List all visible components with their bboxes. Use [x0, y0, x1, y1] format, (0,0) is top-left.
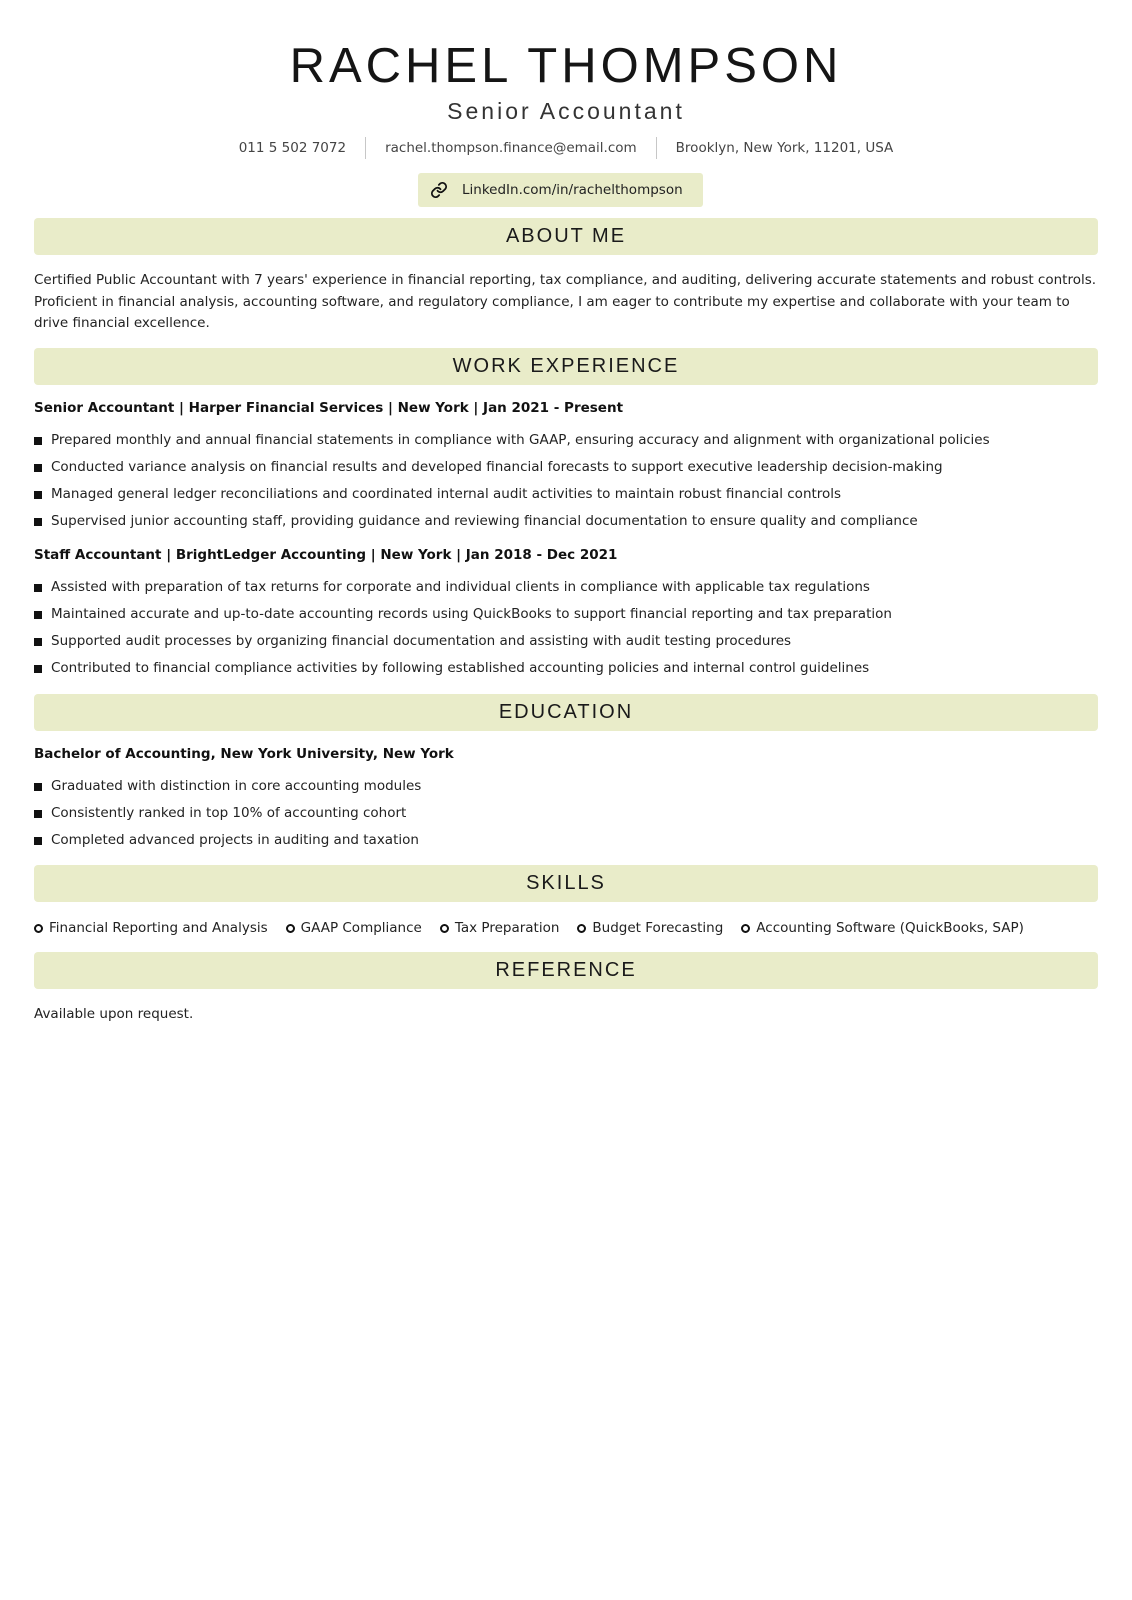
- section-heading-about: ABOUT ME: [34, 218, 1098, 255]
- square-bullet-icon: [34, 518, 42, 526]
- skill-item: Accounting Software (QuickBooks, SAP): [741, 920, 1024, 936]
- section-heading-reference: REFERENCE: [34, 952, 1098, 989]
- ring-bullet-icon: [34, 924, 43, 933]
- square-bullet-icon: [34, 437, 42, 445]
- list-item: Conducted variance analysis on financial results and developed financial forecasts to support executive leadership decision-making: [34, 457, 1098, 484]
- list-item: Supported audit processes by organizing financial documentation and assisting with audit testing procedures: [34, 631, 1098, 658]
- degree-header: Bachelor of Accounting, New York University, New York: [34, 746, 454, 762]
- ring-bullet-icon: [577, 924, 586, 933]
- skill-item: GAAP Compliance: [286, 920, 422, 936]
- phone-number: 011 5 502 7072: [238, 140, 347, 156]
- education-bullets: [34, 776, 1098, 857]
- link-icon: [430, 181, 448, 199]
- skill-item: Tax Preparation: [440, 920, 560, 936]
- reference-text: Available upon request.: [34, 1006, 194, 1022]
- linkedin-link[interactable]: [418, 173, 703, 207]
- square-bullet-icon: [34, 584, 42, 592]
- skill-item: Budget Forecasting: [577, 920, 723, 936]
- ring-bullet-icon: [741, 924, 750, 933]
- job-bullets: [34, 430, 1098, 538]
- job-header: Senior Accountant | Harper Financial Services | New York | Jan 2021 - Present: [34, 400, 624, 416]
- skill-item: Financial Reporting and Analysis: [34, 920, 268, 936]
- list-item: Consistently ranked in top 10% of accounting cohort: [34, 803, 1098, 830]
- list-item: Contributed to financial compliance activities by following established accounting policies and internal control guidelines: [34, 658, 1098, 685]
- ring-bullet-icon: [440, 924, 449, 933]
- candidate-name: RACHEL THOMPSON: [289, 39, 843, 93]
- square-bullet-icon: [34, 464, 42, 472]
- list-item: Maintained accurate and up-to-date accounting records using QuickBooks to support financial reporting and tax preparation: [34, 604, 1098, 631]
- square-bullet-icon: [34, 783, 42, 791]
- list-item: Managed general ledger reconciliations and coordinated internal audit activities to maintain robust financial controls: [34, 484, 1098, 511]
- linkedin-url[interactable]: LinkedIn.com/in/rachelthompson: [462, 182, 683, 198]
- contact-divider: [656, 137, 657, 159]
- job-bullets: [34, 577, 1098, 685]
- section-heading-skills: SKILLS: [34, 865, 1098, 902]
- square-bullet-icon: [34, 638, 42, 646]
- square-bullet-icon: [34, 611, 42, 619]
- section-heading-education: EDUCATION: [34, 694, 1098, 731]
- skills-list: [34, 917, 1098, 939]
- square-bullet-icon: [34, 665, 42, 673]
- square-bullet-icon: [34, 491, 42, 499]
- list-item: Supervised junior accounting staff, providing guidance and reviewing financial documentation to ensure quality and compliance: [34, 511, 1098, 538]
- section-heading-experience: WORK EXPERIENCE: [34, 348, 1098, 385]
- list-item: Graduated with distinction in core accounting modules: [34, 776, 1098, 803]
- location: Brooklyn, New York, 11201, USA: [675, 140, 894, 156]
- list-item: Prepared monthly and annual financial statements in compliance with GAAP, ensuring accuracy and alignment with organizational policies: [34, 430, 1098, 457]
- list-item: Assisted with preparation of tax returns for corporate and individual clients in compliance with applicable tax regulations: [34, 577, 1098, 604]
- square-bullet-icon: [34, 810, 42, 818]
- email-address[interactable]: rachel.thompson.finance@email.com: [385, 140, 637, 156]
- list-item: Completed advanced projects in auditing and taxation: [34, 830, 1098, 857]
- ring-bullet-icon: [286, 924, 295, 933]
- contact-row: [0, 136, 1132, 160]
- candidate-title: Senior Accountant: [447, 98, 685, 124]
- job-header: Staff Accountant | BrightLedger Accounting | New York | Jan 2018 - Dec 2021: [34, 547, 618, 563]
- square-bullet-icon: [34, 837, 42, 845]
- contact-divider: [365, 137, 366, 159]
- about-text: Certified Public Accountant with 7 years' experience in financial reporting, tax compliance, and auditing, delivering accurate statements and robust controls. Proficient in financial analysis, accounting software, and regulatory compliance, I am eager to contribute my expertise and collaborate with your team to drive financial excellence.: [34, 272, 1097, 331]
